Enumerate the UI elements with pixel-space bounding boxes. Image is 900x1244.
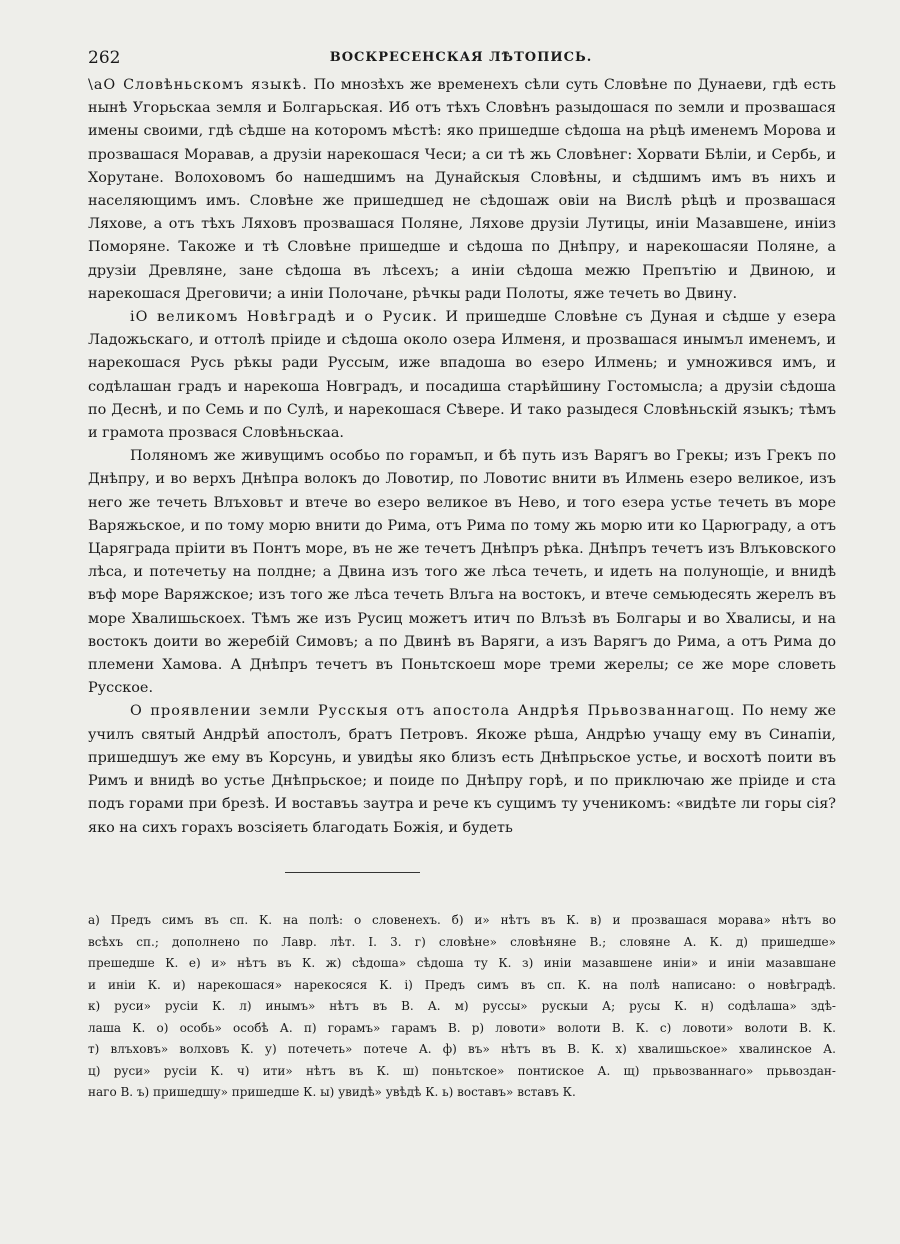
footnote-line: наго В. ъ) пришедшу» пришедше К. ы) увидѣ» увѣдѣ К. ь) воставъ» вставъ К. — [88, 1085, 576, 1099]
paragraph-varangian-route — [88, 445, 836, 700]
paragraph-novgorod-rus — [88, 306, 836, 445]
paragraph-text: И пришедше Словѣне съ Дуная и сѣдше у езера Ладожьскаго, и оттолѣ пріиде и сѣдоша около озера Илменя, и прозвашася инымъл именемъ, и нарекошася Русь рѣкы ради Руссым, иже впадоша во езеро Илмень; и умножився имъ, и содѣлашан градъ и нарекоша Новградъ, и посадиша старѣйшину Гостомысла; а друзіи сѣдоша по Деснѣ, и по Семь и по Сулѣ, и нарекошася Сѣвере. И тако разыдеся Словѣньскій языкъ; тѣмъ и грамота прозвася Словѣньскаа. — [88, 309, 836, 442]
paragraph-text: По мнозѣхъ же временехъ сѣли суть Словѣне по Дунаеви, гдѣ есть нынѣ Угорьскаа земля и Болгарьская. Иб отъ тѣхъ Словѣнъ разыдошася по земли и прозвашася имены своими, гдѣ сѣдше на которомъ мѣстѣ: яко пришедше сѣдоша на рѣцѣ именемъ Морова и прозвашася Моравав, а друзіи нарекошася Чеси; а си тѣ жь Словѣнег: Хорвати Бѣліи, и Сербь, и Хорутане. Волоховомъ бо нашедшимъ на Дунайскыя Словѣны, и сѣдшимъ имъ въ нихъ и населяющимъ имъ. Словѣне же пришедшед не сѣдошаж овіи на Вислѣ рѣцѣ и прозвашася Ляхове, а отъ тѣхъ Ляховъ прозвашася Поляне, Ляхове друзіи Лутицы, иніи Мазавшене, иніиз Поморяне. Такоже и тѣ Словѣне пришедше и сѣдоша по Днѣпру, и нарекошасяи Поляне, а друзіи Древляне, зане сѣдоша въ лѣсехъ; а иніи сѣдоша межю Препътію и Двиною, и нарекошася Дреговичи; а иніи Полочане, рѣчкы ради Полоты, яже течеть во Двину. — [88, 77, 837, 302]
page-header — [88, 48, 834, 72]
section-heading: О проявлении земли Русскыя отъ апостола Андрѣя Прьвозваннагощ. — [130, 703, 736, 720]
main-text — [88, 74, 836, 840]
footnote-divider — [285, 872, 420, 873]
footnote-line: прешедше К. е) и» нѣтъ въ К. ж) сѣдоша» сѣдоша ту К. з) иніи мазавшене иніи» и иніи мазавшане — [88, 956, 836, 970]
running-title: ВОСКРЕСЕНСКАЯ ЛѢТОПИСЬ. — [329, 50, 593, 65]
footnote-line: а) Предъ симъ въ сп. К. на полѣ: о словенехъ. б) и» нѣтъ въ К. в) и прозвашася морава» нѣтъ во — [88, 913, 836, 927]
section-heading: іО великомъ Новѣградѣ и о Русик. — [130, 309, 438, 326]
section-heading: \аО Словѣньскомъ языкѣ. — [88, 77, 308, 93]
footnote-line: к) руси» русіи К. л) инымъ» нѣтъ въ В. А. м) руссы» рускыи А; русы К. н) содѣлаша» здѣ- — [88, 999, 836, 1013]
page-number: 262 — [88, 48, 121, 68]
footnotes — [88, 910, 836, 1104]
footnote-line: всѣхъ сп.; дополнено по Лавр. лѣт. I. 3. г) словѣне» словѣняне В.; словяне А. К. д) пришедше» — [88, 934, 836, 949]
footnote-line: и иніи К. и) нарекошася» нарекосяся К. і) Предъ симъ въ сп. К. на полѣ написано: о новѣградѣ. — [88, 977, 836, 992]
footnote-line: лаша К. о) особь» особѣ А. п) горамъ» гарамъ В. р) ловоти» волоти В. К. с) ловоти» волоти В. К. — [88, 1020, 836, 1035]
paragraph-apostle-andrew — [88, 700, 836, 839]
paragraph-slavic-language — [88, 74, 836, 306]
paragraph-text: По нему же училъ святый Андрѣй апостолъ, братъ Петровъ. Якоже рѣша, Андрѣю учащу ему въ Синапіи, пришедшуъ же ему въ Корсунь, и увидѣы яко близъ есть Днѣпрьское устье, и восхотѣ поити въ Римъ и внидѣ во устье Днѣпрьское; и поиде по Днѣпру горѣ, и по приключаю же пріиде и ста подъ горами при брезѣ. И воставъь заутра и рече къ сущимъ ту ученикомъ: «видѣте ли горы сія? яко на сихъ горахъ возсіяеть благодать Божія, и будеть — [88, 703, 837, 836]
footnote-line: т) влъховъ» волховъ К. у) потечеть» потече А. ф) въ» нѣтъ въ В. К. х) хвалишьское» хвалинское А. — [88, 1042, 836, 1056]
paragraph-text: Поляномъ же живущимъ особьо по горамъп, и бѣ путь изъ Варягъ во Грекы; изъ Грекъ по Днѣпру, и во верхъ Днѣпра волокъ до Ловотир, по Ловотис внити въ Илмень езеро великое, изъ него же течеть Влъховьт и втече во езеро великое въ Нево, и того езера устье течеть въ море Варяжьское, и по тому морю внити до Рима, отъ Рима по тому жь морю ити ко Царюграду, а отъ Царяграда пріити въ Понтъ море, въ не же течетъ Днѣпръ рѣка. Днѣпръ течетъ изъ Влъковского лѣса, и потечетьу на полдне; а Двина изъ того же лѣса течеть, и идеть на полунощіе, и внидѣ въф море Варяжское; изъ того же лѣса течеть Влъга на востокъ, и втече семьюдесять жерелъ въ море Хвалишьскоех. Тѣмъ же изъ Русиц можетъ итич по Влъзѣ въ Болгары и во Хвалисы, и на востокъ доити во жеребій Симовъ; а по Двинѣ въ Варяги, а изъ Варягъ до Рима, а отъ Рима до племени Хамова. А Днѣпръ течетъ въ Поньтскоеш море треми жерелы; се же море словеть Русское. — [88, 448, 836, 697]
footnote-line: ц) руси» русіи К. ч) ити» нѣтъ въ К. ш) поньтское» понтиское А. щ) прьвозваннаго» прьвоздан- — [88, 1063, 836, 1078]
